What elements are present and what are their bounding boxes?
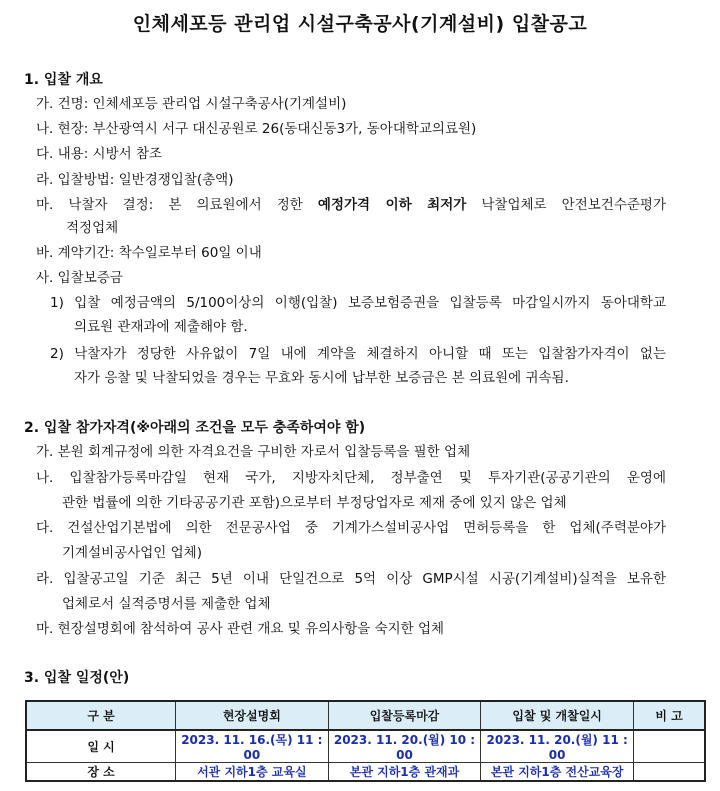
item-1-na: 나. 현장: 부산광역시 서구 대신공원로 26(동대신동3가, 동아대학교의료원)	[36, 121, 477, 137]
cell-place-deadline: 본관 지하1층 관재과	[328, 763, 481, 782]
cell-place-briefing: 서관 지하1층 교육실	[176, 763, 329, 782]
item-1-ma-bold: 예정가격 이하 최저가	[317, 197, 467, 213]
item-2-ra-line1: 라. 입찰공고일 기준 최근 5년 이내 단일건으로 5억 이상 GMP시설 시공(기계설비)실적을 보유한	[36, 571, 666, 587]
item-1-ba: 바. 계약기간: 착수일로부터 60일 이내	[36, 245, 262, 261]
table-row	[26, 730, 705, 763]
item-2-na-line1: 나. 입찰참가등록마감일 현재 국가, 지방자치단체, 정부출연 및 투자기관(공공기관의 운영에	[36, 470, 666, 486]
item-1-ma-post: 낙찰업체로 안전보건수준평가	[466, 197, 666, 213]
header-bid-opening: 입찰 및 개찰일시	[481, 701, 634, 730]
item-1-ra: 라. 입찰방법: 일반경쟁입찰(총액)	[36, 172, 234, 188]
item-1-ma	[36, 195, 666, 215]
item-2-ga: 가. 본원 회계규정에 의한 자격요건을 구비한 자로서 입찰등록을 필한 업체	[36, 444, 471, 460]
item-1-sa-1-line1: 1) 입찰 예정금액의 5/100이상의 이행(입찰) 보증보험증권을 입찰등록 마감일시까지 동아대학교	[50, 295, 666, 311]
cell-datetime-briefing: 2023. 11. 16.(목) 11 : 00	[176, 730, 329, 763]
item-2-ra-line2: 업체로서 실적증명서를 제출한 업체	[62, 596, 271, 612]
item-1-sa-1-line2: 의료원 관재과에 제출해야 함.	[74, 319, 248, 335]
item-1-sa-2-line2: 자가 응찰 및 낙찰되었을 경우는 무효와 동시에 납부한 보증금은 본 의료원에 귀속됨.	[74, 370, 569, 386]
schedule-table	[25, 700, 706, 782]
item-1-sa-2-line1: 2) 낙찰자가 정당한 사유없이 7일 내에 계약을 체결하지 아니할 때 또는 입찰참가자격이 없는	[50, 346, 666, 362]
section-3-heading: 3. 입찰 일정(안)	[24, 670, 130, 686]
cell-place-remarks	[634, 763, 706, 782]
item-2-da-line2: 기계설비공사업인 업체)	[62, 545, 202, 561]
page-title: 인체세포등 관리업 시설구축공사(기계설비) 입찰공고	[132, 13, 588, 35]
row-label-datetime: 일 시	[26, 730, 176, 763]
row-label-place: 장 소	[26, 763, 176, 782]
cell-datetime-opening: 2023. 11. 20.(월) 11 : 00	[481, 730, 634, 763]
item-2-da-line1: 다. 건설산업기본법에 의한 전문공사업 중 기계가스설비공사업 면허등록을 한 업체(주력분야가	[36, 520, 666, 536]
table-row	[26, 763, 705, 782]
table-header-row	[26, 701, 705, 730]
item-1-ma-pre: 마. 낙찰자 결정: 본 의료원에서 정한	[36, 197, 318, 213]
header-registration-deadline: 입찰등록마감	[328, 701, 481, 730]
item-2-ma: 마. 현장설명회에 참석하여 공사 관련 개요 및 유의사항을 숙지한 업체	[36, 621, 445, 637]
header-site-briefing: 현장설명회	[176, 701, 329, 730]
cell-datetime-deadline: 2023. 11. 20.(월) 10 : 00	[328, 730, 481, 763]
item-1-sa: 사. 입찰보증금	[36, 270, 123, 286]
item-1-ga: 가. 건명: 인체세포등 관리업 시설구축공사(기계설비)	[36, 96, 347, 112]
header-remarks: 비 고	[634, 701, 706, 730]
item-1-da: 다. 내용: 시방서 참조	[36, 146, 163, 162]
cell-place-opening: 본관 지하1층 전산교육장	[481, 763, 634, 782]
item-1-ma-cont: 적정업체	[66, 220, 119, 236]
section-2-heading: 2. 입찰 참가자격(※아래의 조건을 모두 충족하여야 함)	[24, 420, 366, 436]
section-1-heading: 1. 입찰 개요	[24, 72, 103, 88]
cell-datetime-remarks	[634, 730, 706, 763]
item-2-na-line2: 관한 법률에 의한 기타공공기관 포함)으로부터 부정당업자로 제재 중에 있지 않은 업체	[62, 495, 567, 511]
header-category: 구 분	[26, 701, 176, 730]
